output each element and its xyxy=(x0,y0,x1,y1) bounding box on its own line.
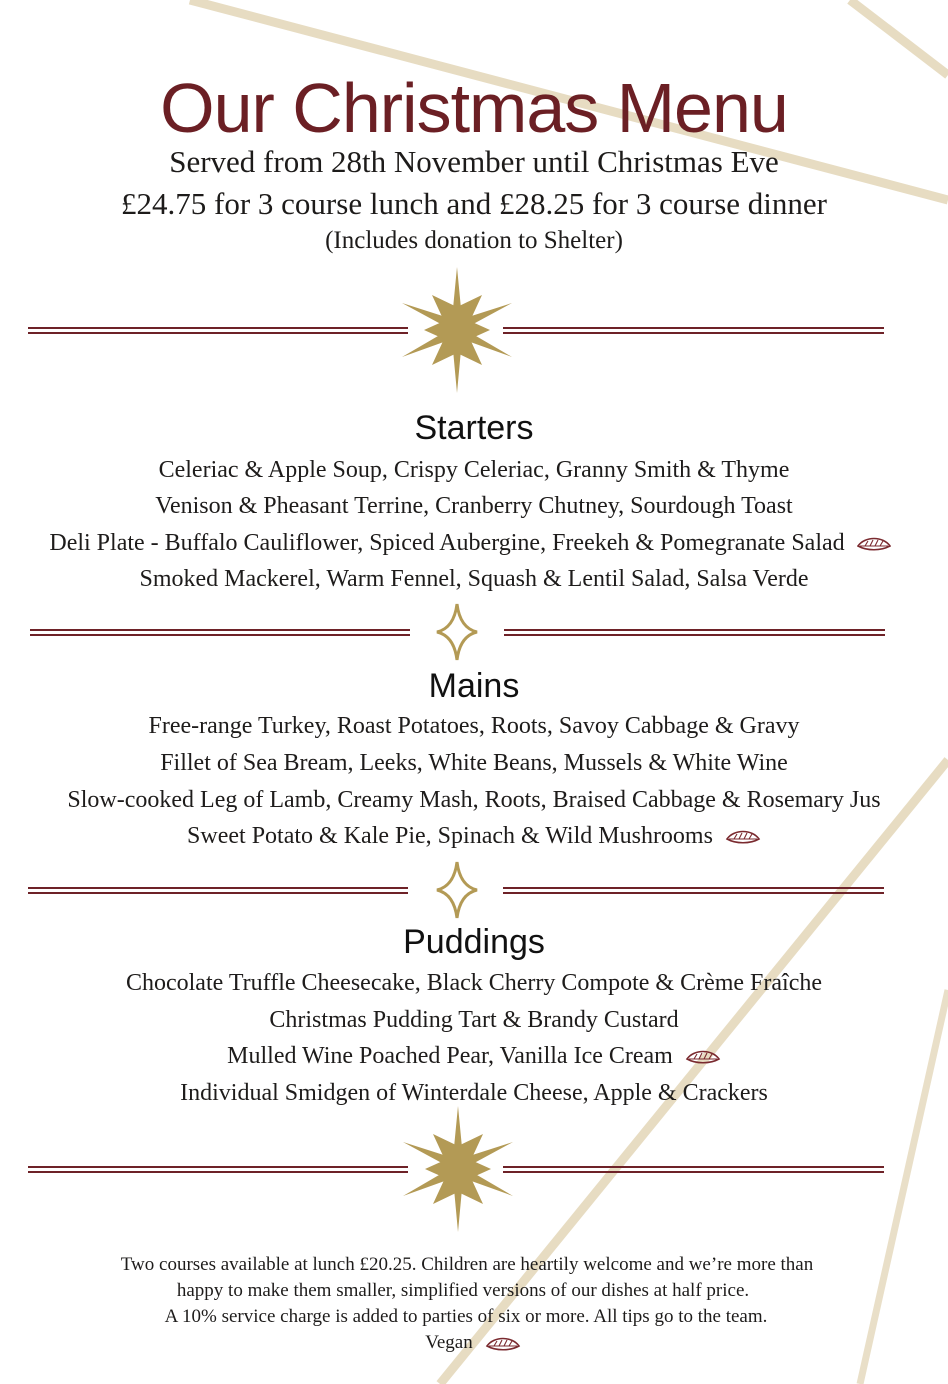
menu-item: Free-range Turkey, Roast Potatoes, Roots, Savoy Cabbage & Gravy xyxy=(148,713,800,739)
leaf-icon xyxy=(485,1337,521,1351)
divider-right xyxy=(503,1166,884,1173)
menu-item: Celeriac & Apple Soup, Crispy Celeriac, Granny Smith & Thyme xyxy=(158,457,790,483)
menu-item xyxy=(0,821,948,851)
compass-star-icon xyxy=(403,1106,513,1232)
leaf-icon xyxy=(857,537,891,551)
menu-item-text: Deli Plate - Buffalo Cauliflower, Spiced Aubergine, Freekeh & Pomegranate Salad xyxy=(49,530,845,556)
prices: £24.75 for 3 course lunch and £28.25 for 3 course dinner xyxy=(121,186,827,221)
leaf-icon xyxy=(685,1050,721,1064)
vegan-label: Vegan xyxy=(425,1332,473,1353)
menu-item: Slow-cooked Leg of Lamb, Creamy Mash, Roots, Braised Cabbage & Rosemary Jus xyxy=(67,787,881,813)
menu-item-text: Sweet Potato & Kale Pie, Spinach & Wild Mushrooms xyxy=(187,823,713,849)
divider-right xyxy=(504,629,885,636)
menu-item xyxy=(0,1041,948,1071)
menu-item: Chocolate Truffle Cheesecake, Black Cherry Compote & Crème Fraîche xyxy=(125,970,823,996)
menu-item: Smoked Mackerel, Warm Fennel, Squash & Lentil Salad, Salsa Verde xyxy=(139,566,809,592)
served-dates: Served from 28th November until Christmas Eve xyxy=(169,144,779,179)
donation-note: (Includes donation to Shelter) xyxy=(325,227,623,254)
section-heading-mains: Mains xyxy=(428,667,520,705)
diamond-star-icon xyxy=(436,861,478,919)
menu-item: Individual Smidgen of Winterdale Cheese, Apple & Crackers xyxy=(180,1080,768,1106)
divider-right xyxy=(503,327,884,334)
menu-item: Christmas Pudding Tart & Brandy Custard xyxy=(269,1007,679,1033)
footer-line: A 10% service charge is added to parties of six or more. All tips go to the team. xyxy=(164,1306,768,1327)
section-heading-puddings: Puddings xyxy=(403,923,545,961)
divider-right xyxy=(503,887,884,894)
menu-item: Fillet of Sea Bream, Leeks, White Beans, Mussels & White Wine xyxy=(160,750,788,776)
menu-item xyxy=(0,528,944,558)
section-heading-starters: Starters xyxy=(414,409,534,447)
divider-left xyxy=(28,327,408,334)
footer-line: Two courses available at lunch £20.25. Children are heartily welcome and we’re more than xyxy=(120,1254,814,1275)
diamond-star-icon xyxy=(436,603,478,661)
footer-line: happy to make them smaller, simplified versions of our dishes at half price. xyxy=(176,1280,750,1301)
menu-item: Venison & Pheasant Terrine, Cranberry Chutney, Sourdough Toast xyxy=(155,493,793,519)
vegan-key xyxy=(0,1330,947,1356)
divider-left xyxy=(28,1166,408,1173)
menu-item-text: Mulled Wine Poached Pear, Vanilla Ice Cream xyxy=(227,1043,673,1069)
page-title: Our Christmas Menu xyxy=(160,69,788,147)
divider-left xyxy=(28,887,408,894)
divider-left xyxy=(30,629,410,636)
compass-star-icon xyxy=(402,267,512,393)
leaf-icon xyxy=(725,830,761,844)
